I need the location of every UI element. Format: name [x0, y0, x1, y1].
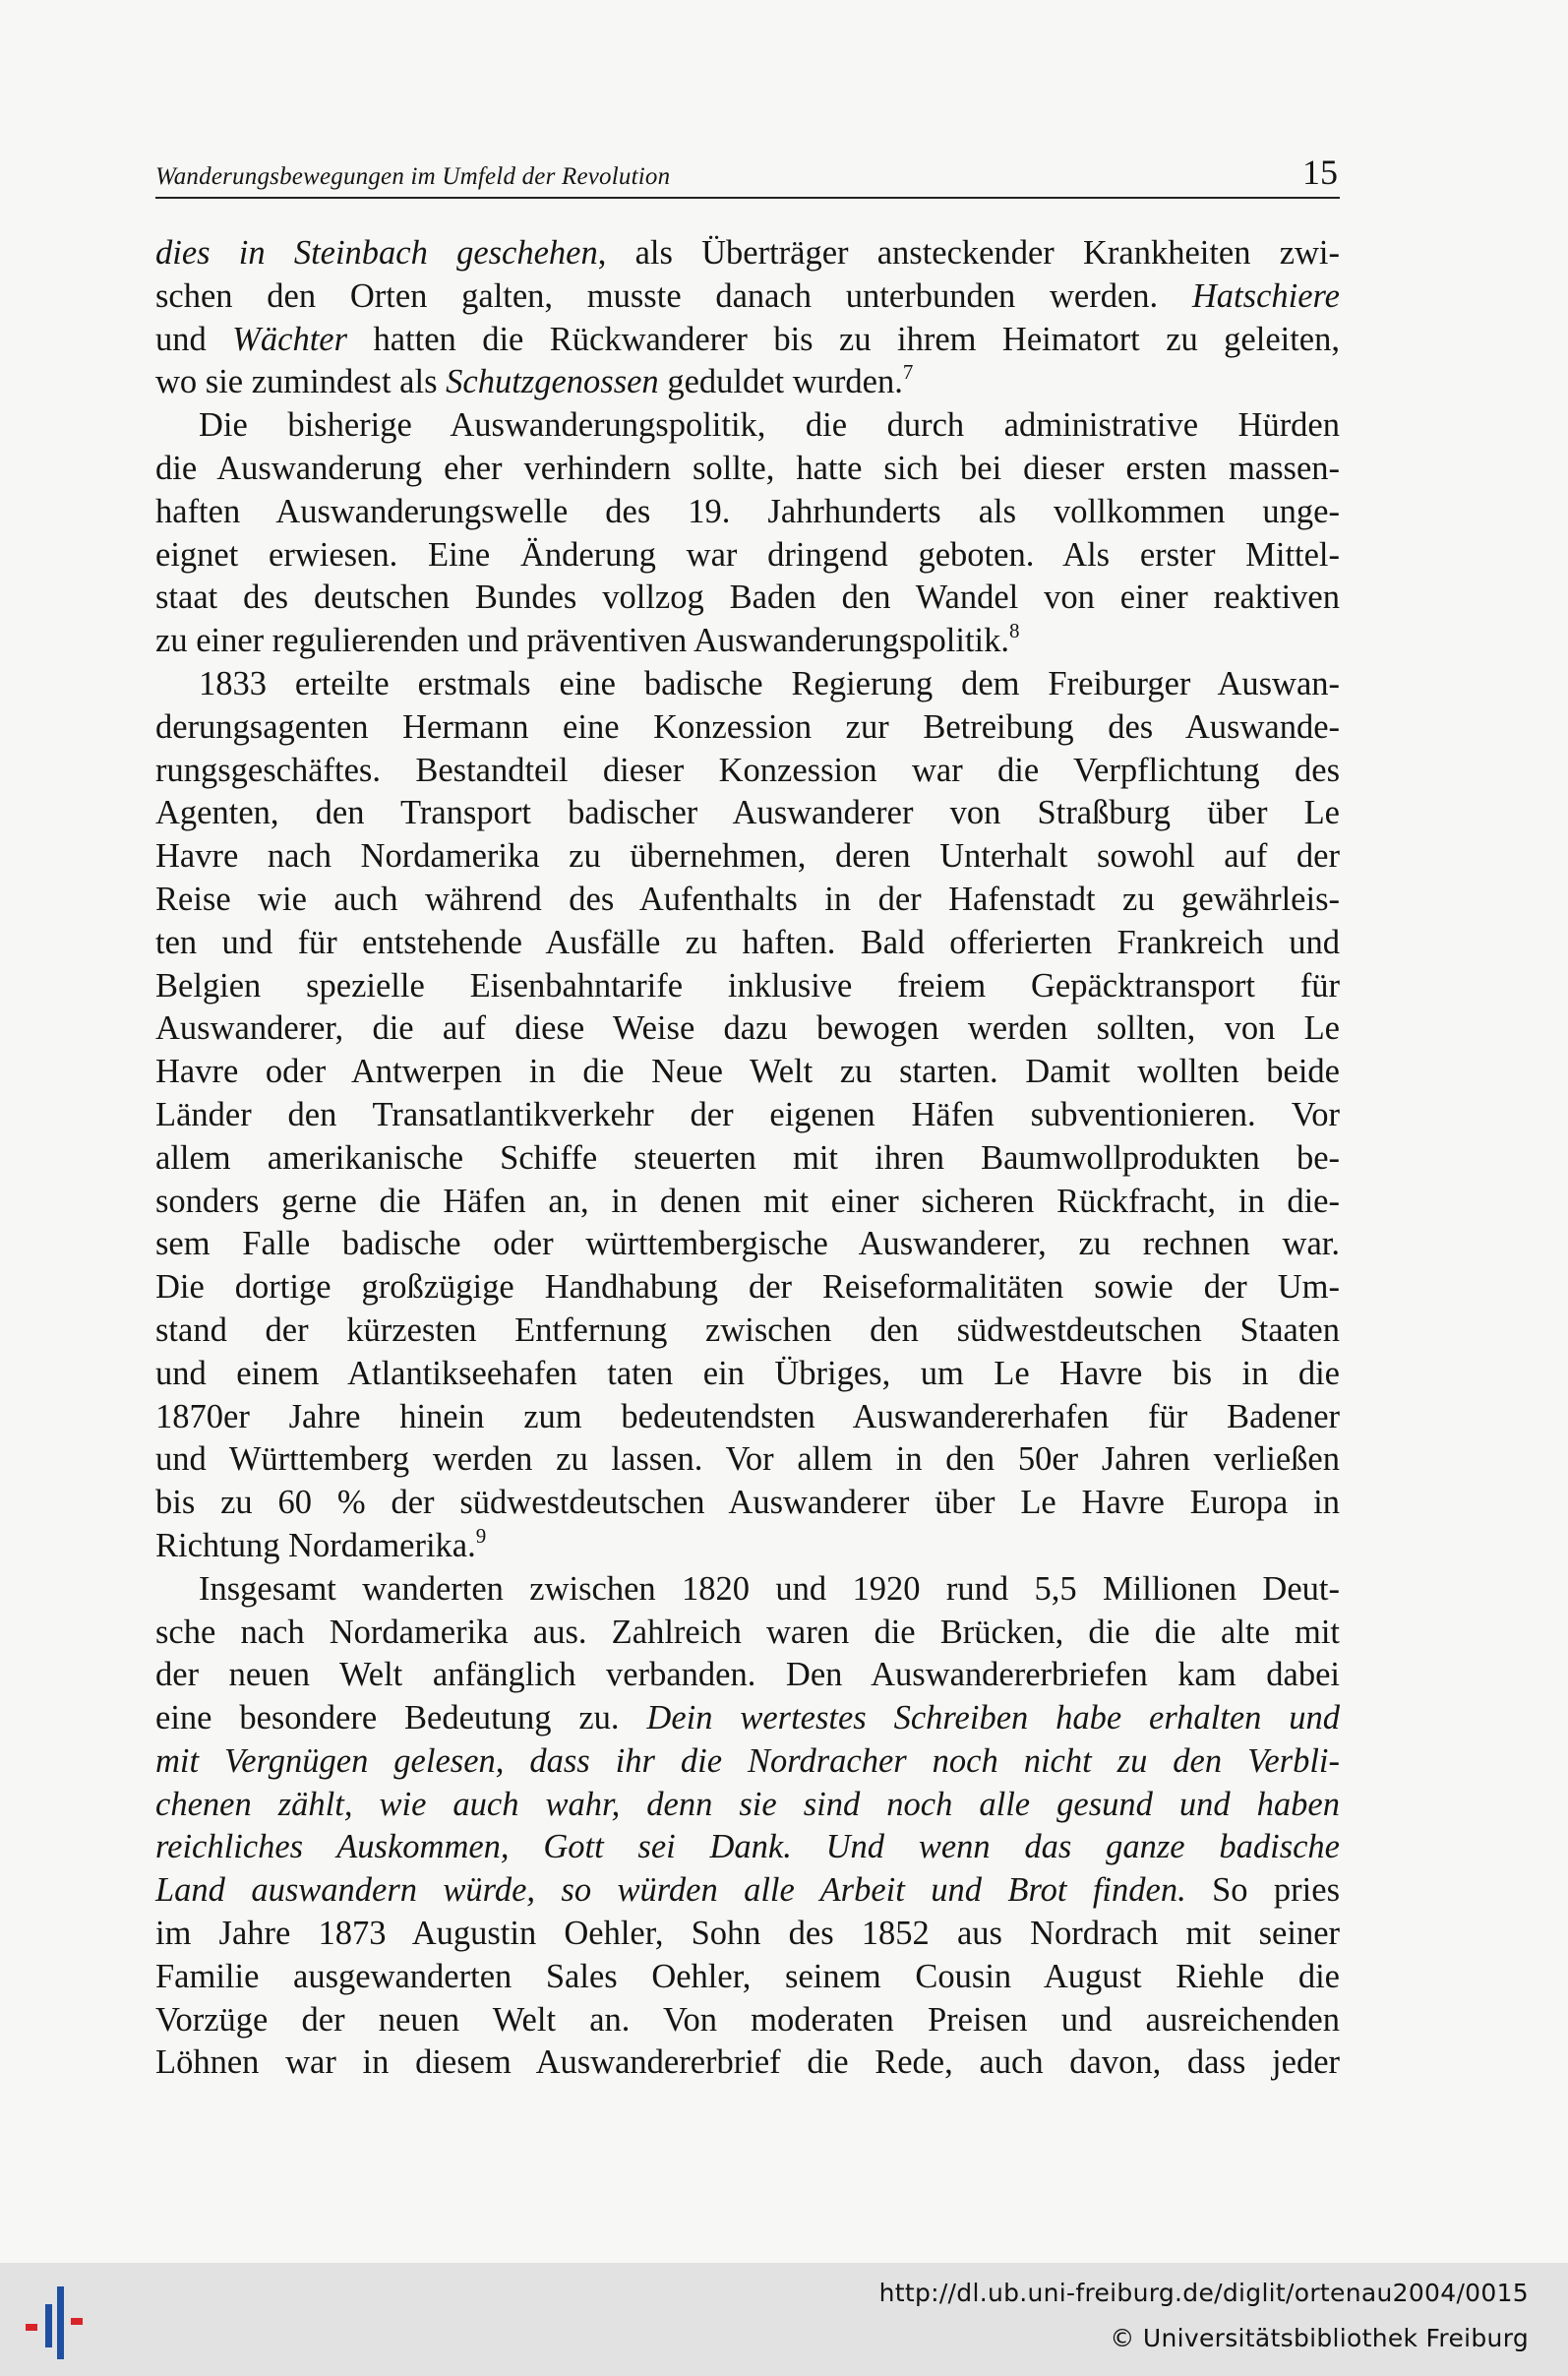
- text-line: [155, 1568, 1340, 1612]
- text-segment: rungsgeschäftes. Bestandteil dieser Konzession war die Verpflichtung des: [155, 751, 1340, 789]
- text-line: [155, 1869, 1340, 1913]
- body-text: [155, 232, 1340, 2085]
- text-segment: Die dortige großzügige Handhabung der Reiseformalitäten sowie der Um-: [155, 1268, 1340, 1307]
- text-line: [155, 922, 1340, 965]
- text-segment: ten und für entstehende Ausfälle zu haften. Bald offerierten Frankreich und: [155, 923, 1340, 961]
- text-line: [155, 319, 1340, 362]
- text-segment: Länder den Transatlantikverkehr der eigenen Häfen subventionieren. Vor: [155, 1095, 1340, 1133]
- text-line: [155, 534, 1340, 578]
- text-line: [155, 1525, 1340, 1568]
- text-segment: zu einer regulierenden und präventiven Auswanderungspolitik.: [155, 622, 1009, 660]
- text-segment: Richtung Nordamerika.: [155, 1526, 476, 1564]
- text-line: [155, 1438, 1340, 1482]
- italic-text: reichliches Auskommen, Gott sei Dank. Und wenn das ganze badische: [155, 1828, 1340, 1866]
- text-line: [155, 1612, 1340, 1655]
- text-line: [155, 1482, 1340, 1525]
- text-segment: sche nach Nordamerika aus. Zahlreich waren die Brücken, die die alte mit: [155, 1613, 1340, 1651]
- text-line: [155, 1223, 1340, 1266]
- text-line: [155, 663, 1340, 706]
- text-line: [155, 965, 1340, 1008]
- footer-bar: [0, 2263, 1568, 2376]
- text-segment: Löhnen war in diesem Auswandererbrief die Rede, auch davon, dass jeder: [155, 2043, 1340, 2082]
- italic-text: Schutzgenossen: [446, 363, 659, 401]
- italic-text: chenen zählt, wie auch wahr, denn sie sind noch alle gesund und haben: [155, 1785, 1340, 1823]
- text-line: [155, 1784, 1340, 1827]
- text-line: [155, 1956, 1340, 1999]
- text-line: [155, 879, 1340, 922]
- text-segment: eignet erwiesen. Eine Änderung war dringend geboten. Als erster Mittel-: [155, 535, 1340, 574]
- running-header: [155, 148, 1340, 199]
- text-segment: die Auswanderung eher verhindern sollte, hatte sich bei dieser ersten massen-: [155, 449, 1340, 487]
- text-segment: stand der kürzesten Entfernung zwischen den südwestdeutschen Staaten: [155, 1310, 1340, 1349]
- text-line: [155, 232, 1340, 275]
- document-url-link[interactable]: http://dl.ub.uni-freiburg.de/diglit/ortenau2004/0015: [878, 2279, 1529, 2307]
- text-segment: bis zu 60 % der südwestdeutschen Auswanderer über Le Havre Europa in: [155, 1484, 1340, 1522]
- text-segment: der neuen Welt anfänglich verbanden. Den Auswandererbriefen kam dabei: [155, 1656, 1340, 1694]
- page-number: 15: [1302, 152, 1338, 192]
- text-segment: derungsagenten Hermann eine Konzession zur Betreibung des Auswande-: [155, 707, 1340, 746]
- text-segment: Agenten, den Transport badischer Auswanderer von Straßburg über Le: [155, 794, 1340, 832]
- text-line: [155, 1396, 1340, 1439]
- library-logo-icon: [20, 2283, 98, 2363]
- text-segment: 1833 erteilte erstmals eine badische Regierung dem Freiburger Auswan-: [199, 664, 1340, 702]
- text-segment: und: [155, 320, 233, 358]
- text-segment: geduldet wurden.: [658, 363, 903, 401]
- text-segment: haften Auswanderungswelle des 19. Jahrhunderts als vollkommen unge-: [155, 492, 1340, 530]
- text-line: [155, 1094, 1340, 1137]
- text-line: [155, 2041, 1340, 2085]
- text-line: [155, 620, 1340, 663]
- italic-text: Dein wertestes Schreiben habe erhalten und: [646, 1699, 1340, 1737]
- text-segment: Die bisherige Auswanderungspolitik, die durch administrative Hürden: [199, 406, 1340, 445]
- text-line: [155, 1913, 1340, 1956]
- footnote-marker: 8: [1009, 619, 1020, 643]
- text-segment: eine besondere Bedeutung zu.: [155, 1699, 647, 1737]
- running-title: Wanderungsbewegungen im Umfeld der Revolution: [155, 163, 671, 190]
- text-segment: Vorzüge der neuen Welt an. Von moderaten Preisen und ausreichenden: [155, 2000, 1340, 2039]
- italic-text: Hatschiere: [1191, 276, 1340, 315]
- text-line: [155, 404, 1340, 448]
- text-line: [155, 1137, 1340, 1181]
- text-line: [155, 1740, 1340, 1784]
- text-segment: Insgesamt wanderten zwischen 1820 und 1920 rund 5,5 Millionen Deut-: [199, 1569, 1340, 1608]
- text-segment: im Jahre 1873 Augustin Oehler, Sohn des 1852 aus Nordrach mit seiner: [155, 1915, 1340, 1953]
- italic-text: Land auswandern würde, so würden alle Arbeit und Brot finden.: [155, 1871, 1186, 1910]
- text-segment: So pries: [1185, 1871, 1340, 1910]
- text-segment: hatten die Rückwanderer bis zu ihrem Heimatort zu geleiten,: [347, 320, 1340, 358]
- text-line: [155, 1697, 1340, 1740]
- text-segment: und Württemberg werden zu lassen. Vor allem in den 50er Jahren verließen: [155, 1440, 1340, 1479]
- text-line: [155, 792, 1340, 835]
- text-line: [155, 275, 1340, 319]
- text-segment: sonders gerne die Häfen an, in denen mit einer sicheren Rückfracht, in die-: [155, 1182, 1340, 1220]
- text-segment: allem amerikanische Schiffe steuerten mit ihren Baumwollprodukten be-: [155, 1138, 1340, 1177]
- text-segment: , als Überträger ansteckender Krankheiten zwi-: [597, 234, 1340, 272]
- text-segment: Reise wie auch während des Aufenthalts in der Hafenstadt zu gewährleis-: [155, 880, 1340, 918]
- text-line: [155, 1353, 1340, 1396]
- text-segment: Familie ausgewanderten Sales Oehler, seinem Cousin August Riehle die: [155, 1957, 1340, 1995]
- text-line: [155, 1999, 1340, 2042]
- text-line: [155, 1654, 1340, 1697]
- text-segment: staat des deutschen Bundes vollzog Baden den Wandel von einer reaktiven: [155, 579, 1340, 617]
- italic-text: mit Vergnügen gelesen, dass ihr die Nordracher noch nicht zu den Verbli-: [155, 1741, 1340, 1780]
- footnote-marker: 9: [475, 1523, 487, 1548]
- text-segment: Havre oder Antwerpen in die Neue Welt zu starten. Damit wollten beide: [155, 1053, 1340, 1091]
- text-line: [155, 1266, 1340, 1310]
- text-line: [155, 750, 1340, 793]
- text-segment: Havre nach Nordamerika zu übernehmen, deren Unterhalt sowohl auf der: [155, 837, 1340, 876]
- copyright-notice: © Universitätsbibliothek Freiburg: [1110, 2324, 1529, 2352]
- text-line: [155, 361, 1340, 404]
- text-line: [155, 1181, 1340, 1224]
- italic-text: Wächter: [232, 320, 348, 358]
- text-line: [155, 1310, 1340, 1353]
- text-segment: und einem Atlantikseehafen taten ein Übriges, um Le Havre bis in die: [155, 1354, 1340, 1392]
- text-segment: 1870er Jahre hinein zum bedeutendsten Auswandererhafen für Badener: [155, 1397, 1340, 1435]
- footnote-marker: 7: [902, 360, 914, 385]
- text-line: [155, 577, 1340, 620]
- text-segment: Auswanderer, die auf diese Weise dazu bewogen werden sollten, von Le: [155, 1009, 1340, 1048]
- text-segment: schen den Orten galten, musste danach unterbunden werden.: [155, 276, 1192, 315]
- text-line: [155, 706, 1340, 750]
- text-segment: sem Falle badische oder württembergische Auswanderer, zu rechnen war.: [155, 1225, 1340, 1263]
- text-segment: Belgien spezielle Eisenbahntarife inklusive freiem Gepäcktransport für: [155, 966, 1340, 1005]
- text-line: [155, 1051, 1340, 1094]
- text-segment: wo sie zumindest als: [155, 363, 447, 401]
- text-line: [155, 1826, 1340, 1869]
- italic-text: dies in Steinbach geschehen: [155, 234, 598, 272]
- text-line: [155, 448, 1340, 491]
- text-line: [155, 491, 1340, 534]
- text-line: [155, 1007, 1340, 1051]
- text-line: [155, 835, 1340, 879]
